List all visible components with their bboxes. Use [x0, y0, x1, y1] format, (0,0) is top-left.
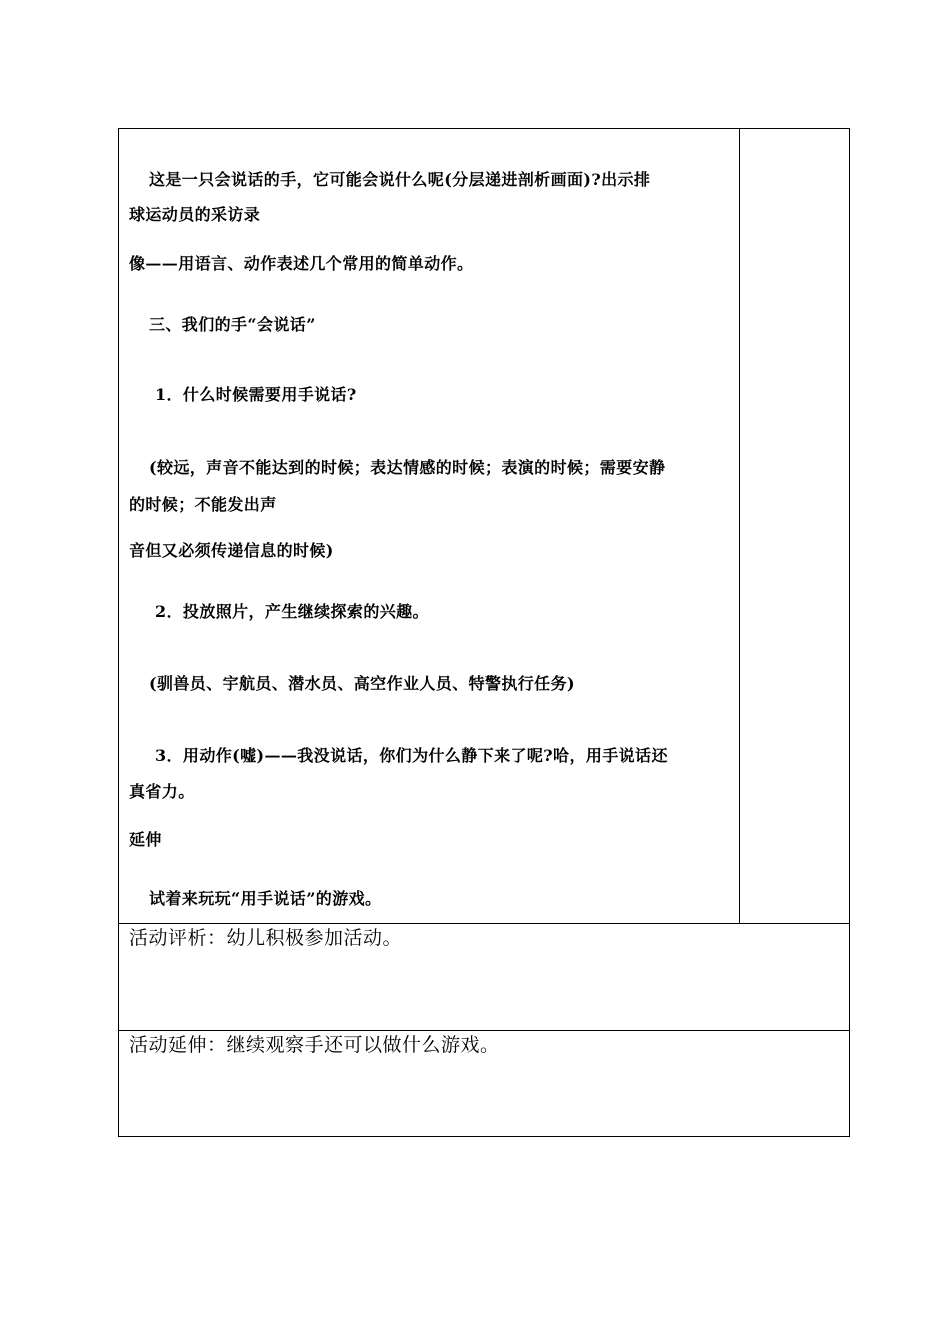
content-line: 2．投放照片，产生继续探索的兴趣。 — [155, 602, 429, 621]
content-line: 3．用动作(嘘)——我没说话，你们为什么静下来了呢?哈，用手说话还 — [155, 746, 668, 765]
content-line: 这是一只会说话的手，它可能会说什么呢(分层递进剖析画面)?出示排 — [149, 170, 651, 189]
content-line: 1．什么时候需要用手说话? — [155, 385, 357, 404]
content-line: (较远，声音不能达到的时候；表达情感的时候；表演的时候；需要安静 — [149, 458, 666, 477]
content-line: 球运动员的采访录 — [129, 205, 261, 224]
lesson-content-cell — [119, 129, 740, 923]
section-heading: 三、我们的手“会说话” — [149, 315, 316, 334]
content-line: 像——用语言、动作表述几个常用的简单动作。 — [129, 254, 474, 273]
notes-cell — [740, 129, 850, 923]
lesson-table — [118, 128, 850, 1137]
content-line: (驯兽员、宇航员、潜水员、高空作业人员、特警执行任务) — [149, 674, 575, 693]
row-divider — [119, 1030, 849, 1031]
extension-row: 活动延伸：继续观察手还可以做什么游戏。 — [129, 1034, 500, 1056]
row-divider — [119, 923, 849, 924]
content-line: 真省力。 — [129, 782, 195, 801]
content-line: 试着来玩玩“用手说话”的游戏。 — [149, 889, 382, 908]
content-line: 音但又必须传递信息的时候) — [129, 541, 334, 560]
evaluation-row: 活动评析：幼儿积极参加活动。 — [129, 927, 403, 949]
content-line: 的时候；不能发出声 — [129, 495, 277, 514]
section-heading: 延伸 — [129, 830, 162, 849]
